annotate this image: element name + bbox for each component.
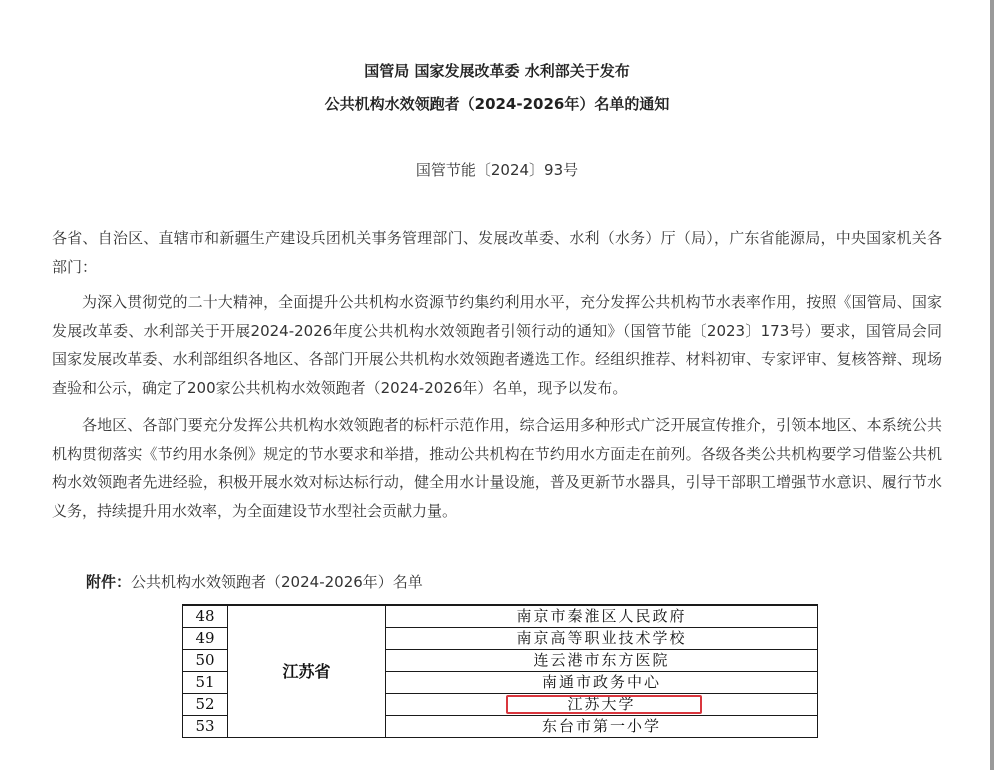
highlight-box: [506, 695, 702, 714]
institution-name: 南通市政务中心: [386, 672, 818, 694]
attachment-line: [86, 571, 423, 592]
leader-list-table: [182, 604, 818, 738]
doc-number: 国管节能〔2024〕93号: [415, 161, 579, 179]
institution-name: 南京高等职业技术学校: [386, 628, 818, 650]
attachment-text: 公共机构水效领跑者（2024-2026年）名单: [131, 573, 423, 591]
doc-title-line1: 国管局 国家发展改革委 水利部关于发布: [364, 62, 630, 80]
institution-name: 连云港市东方医院: [386, 650, 818, 672]
row-number: 51: [183, 672, 228, 694]
attachment-label: 附件：: [86, 573, 132, 591]
document-right-edge: [990, 0, 994, 770]
institution-name-highlighted: [386, 694, 818, 716]
institution-name-text: 江苏大学: [567, 695, 636, 713]
table-row: [183, 605, 818, 628]
institution-name: 东台市第一小学: [386, 716, 818, 738]
doc-title-line2: 公共机构水效领跑者（2024-2026年）名单的通知: [324, 95, 670, 113]
institution-name: 南京市秦淮区人民政府: [386, 605, 818, 628]
row-number: 53: [183, 716, 228, 738]
row-number: 50: [183, 650, 228, 672]
row-number: 52: [183, 694, 228, 716]
body-paragraph-1: 为深入贯彻党的二十大精神，全面提升公共机构水资源节约集约利用水平，充分发挥公共机构节水表率作用，按照《国管局、国家发展改革委、水利部关于开展2024-2026年度公共机构水效领跑者引领行动的通知》（国管节能〔2023〕173号）要求，国管局会同国家发展改革委、水利部组织各地区、各部门开展公共机构水效领跑者遴选工作。经组织推荐、材料初审、专家评审、复核答辩、现场查验和公示，确定了200家公共机构水效领跑者（2024-2026年）名单，现予以发布。: [52, 293, 942, 397]
row-number: 48: [183, 605, 228, 628]
body-paragraph-2: 各地区、各部门要充分发挥公共机构水效领跑者的标杆示范作用，综合运用多种形式广泛开展宣传推介，引领本地区、本系统公共机构贯彻落实《节约用水条例》规定的节水要求和举措，推动公共机构在节约用水方面走在前列。各级各类公共机构要学习借鉴公共机构水效领跑者先进经验，积极开展水效对标达标行动，健全用水计量设施，普及更新节水器具，引导干部职工增强节水意识、履行节水义务，持续提升用水效率，为全面建设节水型社会贡献力量。: [52, 416, 942, 520]
salutation: 各省、自治区、直辖市和新疆生产建设兵团机关事务管理部门、发展改革委、水利（水务）厅（局），广东省能源局，中央国家机关各部门：: [52, 229, 942, 276]
province-cell: 江苏省: [228, 605, 386, 738]
row-number: 49: [183, 628, 228, 650]
